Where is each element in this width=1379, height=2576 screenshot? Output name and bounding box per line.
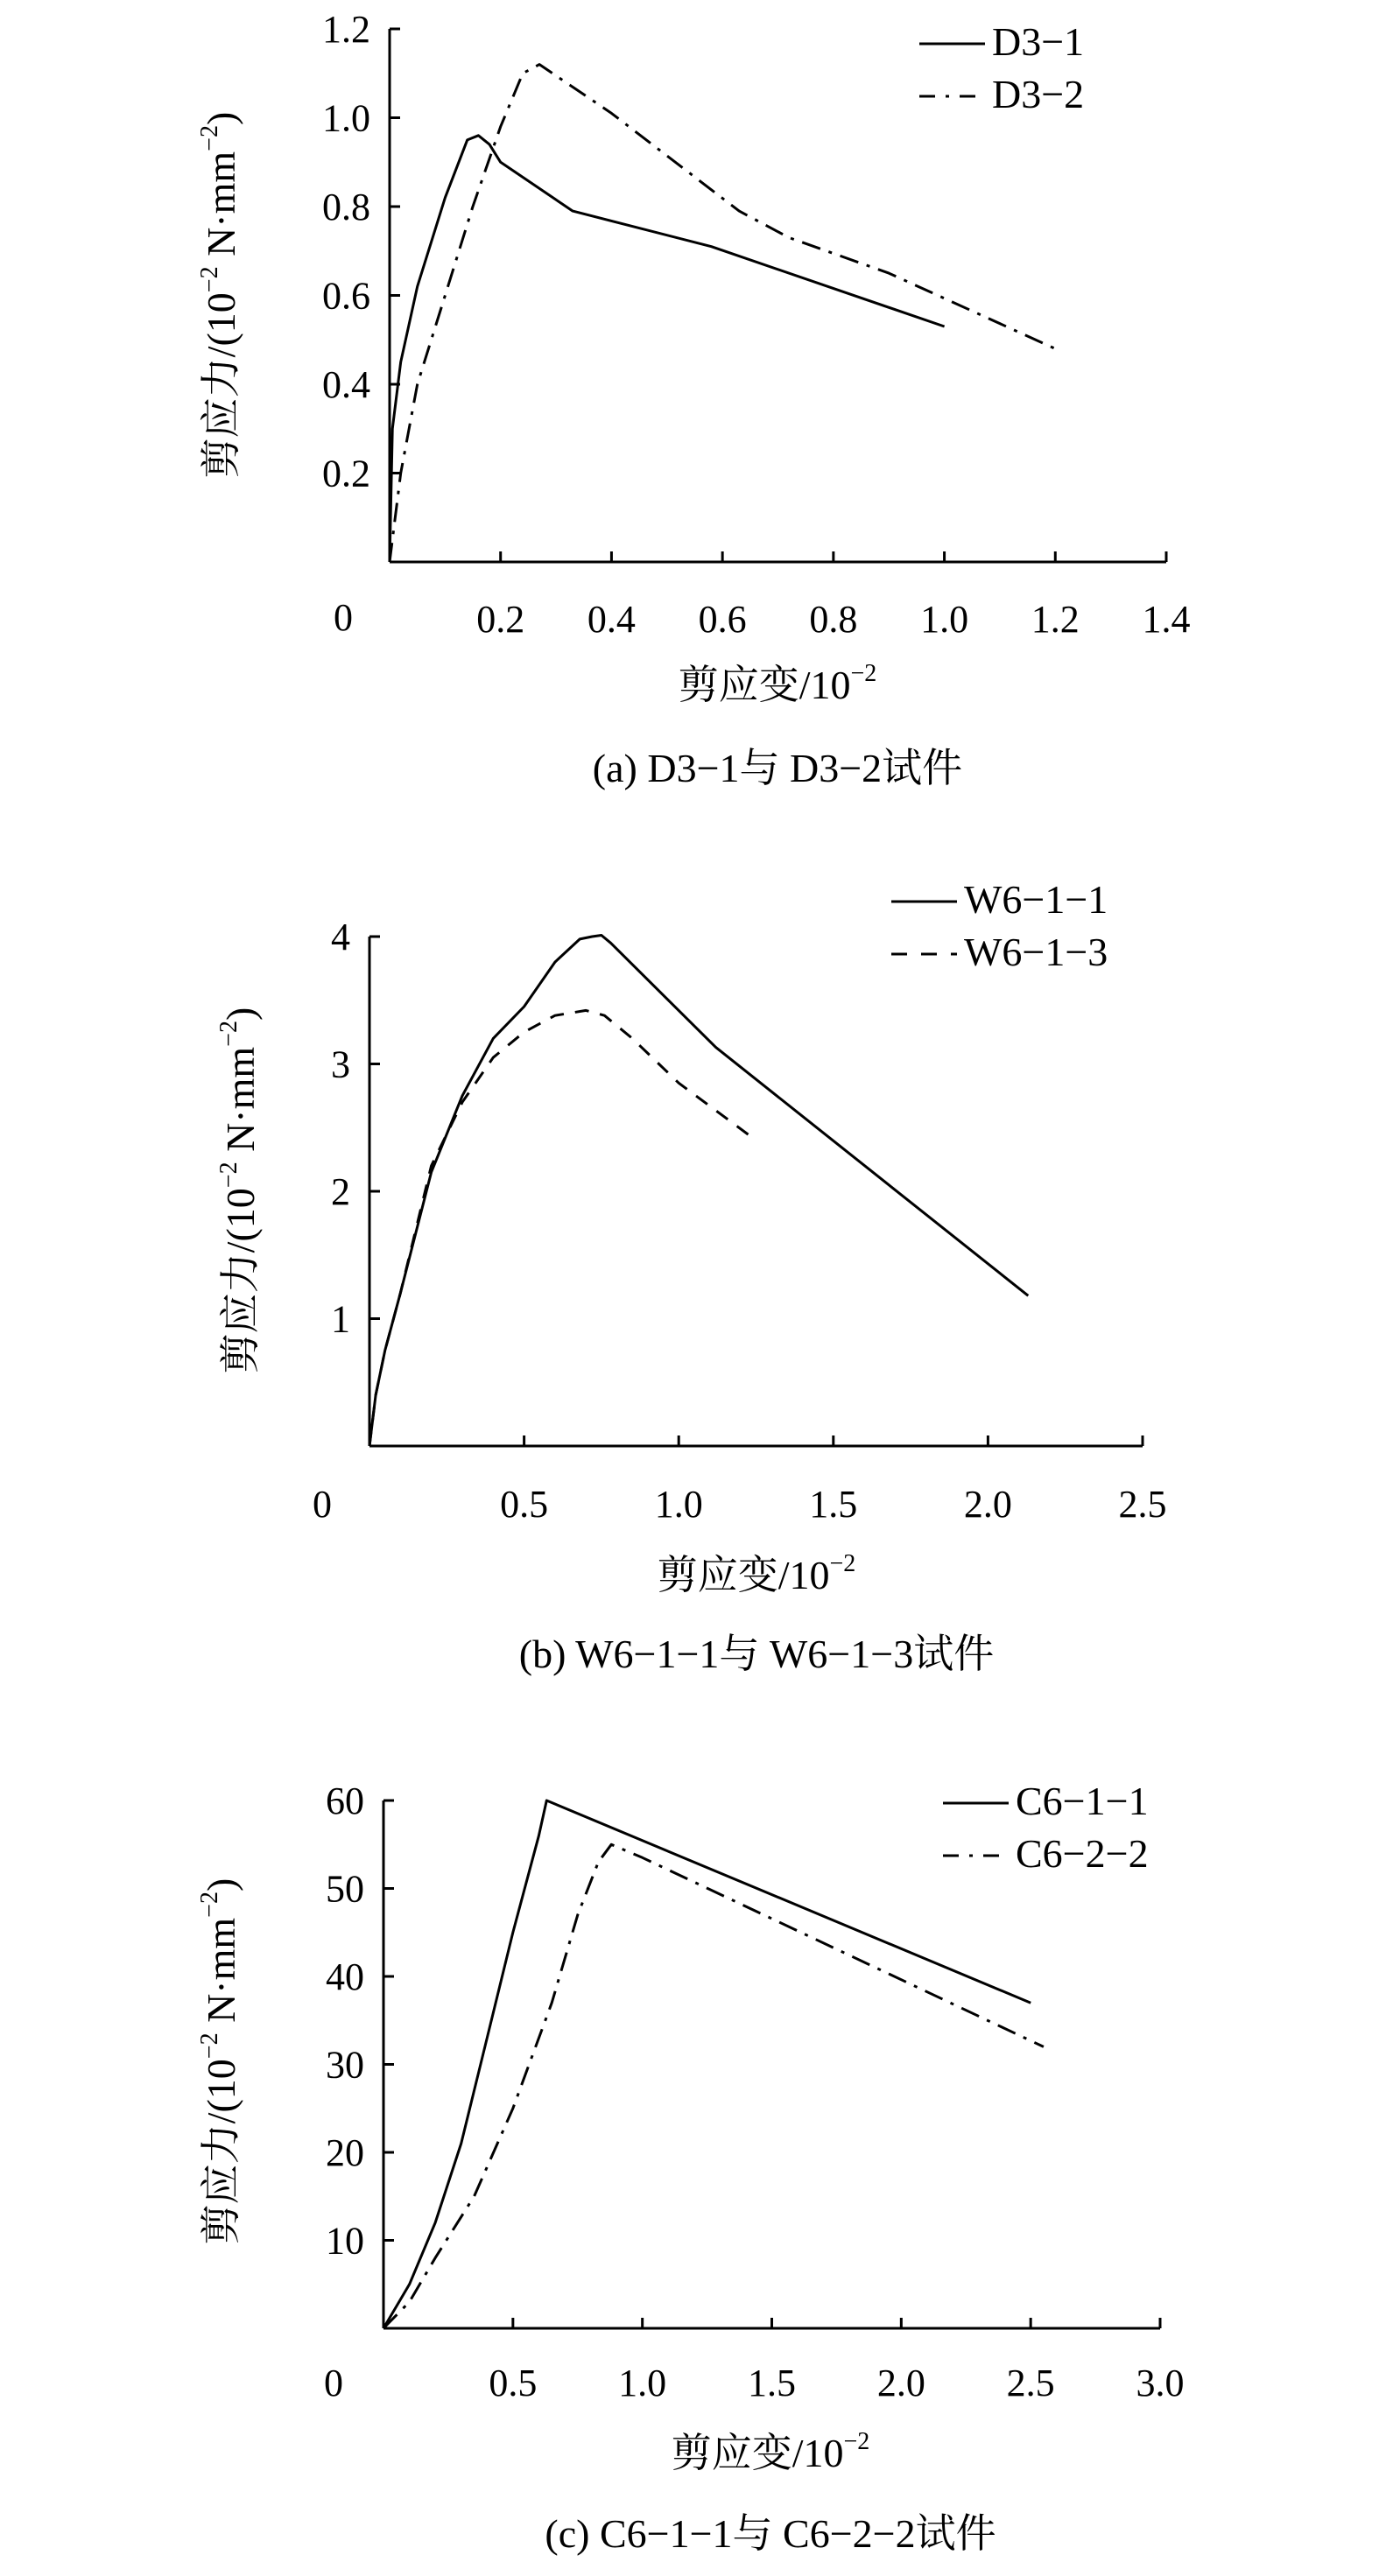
y-tick-label: 3: [331, 1042, 350, 1086]
x-axis-title-text: 剪应变/10: [671, 2431, 844, 2475]
legend-label-1: D3−2: [992, 72, 1085, 116]
x-tick-label: 1.0: [654, 1483, 703, 1526]
y-axis-title-exponent: −2: [196, 2032, 223, 2060]
x-tick-label: 1.4: [1142, 598, 1191, 641]
y-tick-label: 2: [331, 1170, 350, 1213]
y-tick-label: 10: [326, 2219, 364, 2263]
y-axis-title-units-exponent: −2: [196, 1892, 223, 1918]
y-tick-label: 4: [331, 916, 350, 958]
legend-label-1: W6−1−3: [964, 930, 1108, 974]
chart-b: [215, 877, 1167, 1676]
x-tick-label: 3.0: [1136, 2362, 1185, 2404]
x-axis-title-text: 剪应变/10: [678, 663, 851, 707]
y-tick-label: 40: [326, 1955, 364, 1998]
x-tick-label: 0.4: [587, 598, 636, 641]
x-axis-title-text: 剪应变/10: [657, 1553, 830, 1597]
x-axis-title-exponent: −2: [843, 2428, 870, 2455]
x-axis-title: [672, 2428, 870, 2475]
x-tick-label: 2.0: [876, 2362, 925, 2404]
x-tick-label: 0.5: [500, 1483, 549, 1526]
series-line-0: [383, 1800, 1031, 2328]
origin-label: 0: [334, 596, 353, 639]
legend-label-0: W6−1−1: [964, 877, 1108, 922]
y-axis-title-units-exponent: −2: [196, 125, 223, 151]
x-tick-label: 2.5: [1006, 2362, 1055, 2404]
y-tick-label: 1.0: [322, 96, 370, 140]
x-tick-label: 0.6: [698, 598, 747, 641]
chart-caption: (b) W6−1−1与 W6−1−3试件: [518, 1632, 995, 1676]
legend-label-1: C6−2−2: [1016, 1831, 1149, 1876]
y-axis-title-exponent: −2: [215, 1162, 243, 1189]
origin-label: 0: [313, 1483, 332, 1526]
x-tick-label: 0.2: [476, 598, 525, 641]
series-line-1: [390, 65, 1055, 562]
x-tick-label: 0.5: [489, 2362, 538, 2404]
x-tick-label: 1.0: [618, 2362, 667, 2404]
x-tick-label: 0.8: [809, 598, 858, 641]
y-tick-label: 1.2: [322, 8, 370, 51]
x-axis-title-exponent: −2: [850, 660, 877, 687]
y-tick-label: 30: [326, 2043, 364, 2087]
y-axis-title: [196, 112, 243, 479]
x-tick-label: 2.0: [963, 1483, 1012, 1526]
y-axis-title: [215, 1007, 263, 1374]
series-line-1: [369, 1010, 756, 1446]
y-tick-label: 1: [331, 1297, 350, 1341]
legend-label-0: D3−1: [992, 19, 1085, 64]
y-tick-label: 0.2: [322, 452, 370, 495]
series-line-0: [369, 936, 1028, 1447]
chart-a: [196, 8, 1191, 790]
chart-caption: (c) C6−1−1与 C6−2−2试件: [545, 2511, 996, 2556]
x-tick-label: 1.5: [748, 2362, 796, 2404]
chart-caption: (a) D3−1与 D3−2试件: [592, 746, 963, 790]
y-axis-title-close: ): [199, 111, 243, 126]
y-axis-title-units-exponent: −2: [215, 1021, 243, 1047]
series-line-0: [390, 136, 945, 562]
series-line-1: [383, 1844, 1044, 2328]
y-tick-label: 0.6: [322, 274, 370, 318]
y-axis-title-text: 剪应力/(10: [199, 292, 243, 479]
y-tick-label: 20: [326, 2131, 364, 2174]
y-axis-title-close: ): [199, 1878, 243, 1892]
y-axis-title-text: 剪应力/(10: [199, 2059, 243, 2245]
x-tick-label: 1.0: [920, 598, 969, 641]
origin-label: 0: [324, 2362, 343, 2404]
chart-c: [196, 1779, 1185, 2556]
y-axis-title-units: N·mm: [218, 1046, 263, 1162]
y-axis-title-units: N·mm: [199, 151, 243, 267]
y-axis-title-exponent: −2: [196, 266, 223, 293]
x-tick-label: 1.5: [809, 1483, 858, 1526]
y-axis-title-close: ): [218, 1007, 263, 1021]
y-axis-title: [196, 1878, 243, 2245]
y-tick-label: 50: [326, 1867, 364, 1911]
x-tick-label: 1.2: [1031, 598, 1080, 641]
y-tick-label: 0.8: [322, 186, 370, 228]
y-axis-title-units: N·mm: [199, 1917, 243, 2033]
y-tick-label: 0.4: [322, 363, 370, 406]
x-tick-label: 2.5: [1118, 1483, 1167, 1526]
x-axis-title: [679, 660, 877, 707]
y-tick-label: 60: [326, 1779, 364, 1822]
x-axis-title-exponent: −2: [829, 1550, 856, 1577]
x-axis-title: [658, 1550, 856, 1597]
y-axis-title-text: 剪应力/(10: [218, 1188, 263, 1374]
legend-label-0: C6−1−1: [1016, 1779, 1149, 1823]
